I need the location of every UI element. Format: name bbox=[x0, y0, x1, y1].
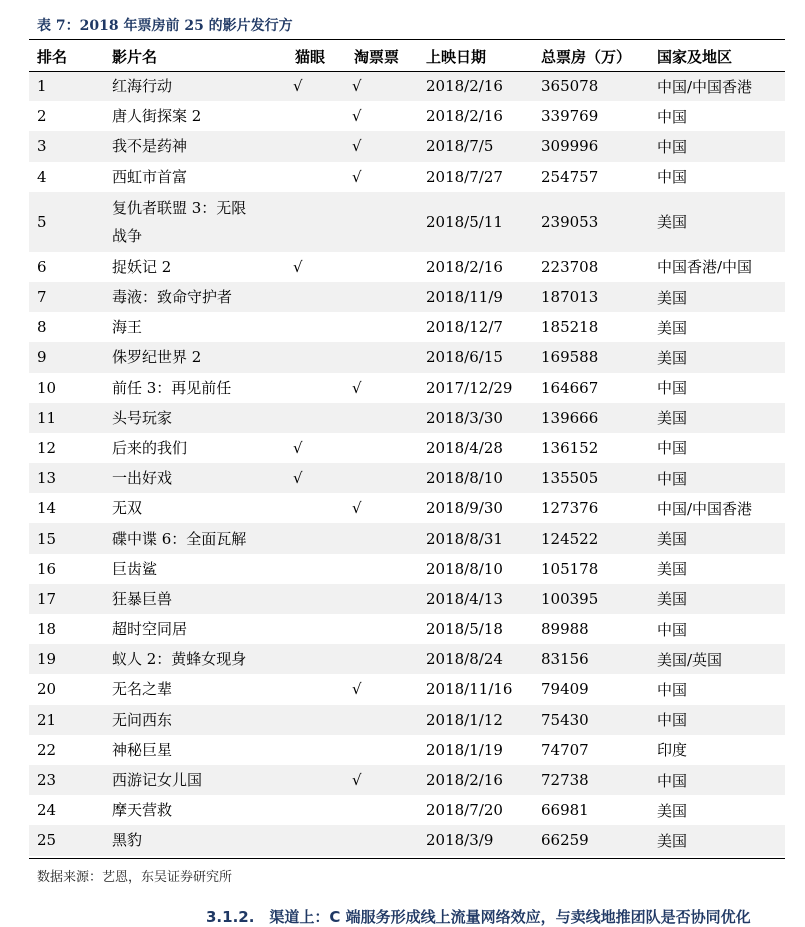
cell-maoyan bbox=[287, 825, 346, 855]
table-bottom-rule bbox=[29, 858, 785, 859]
cell-maoyan bbox=[287, 584, 346, 614]
header-box-office: 总票房（万） bbox=[541, 47, 632, 66]
cell-date: 2018/2/16 bbox=[418, 765, 533, 795]
cell-date: 2018/7/27 bbox=[426, 167, 503, 186]
cell-box-office: 309996 bbox=[533, 131, 649, 161]
cell-taopiao: √ bbox=[346, 71, 418, 101]
table-row bbox=[29, 312, 785, 342]
header-date: 上映日期 bbox=[426, 47, 487, 66]
cell-box-office: 365078 bbox=[533, 71, 649, 101]
cell-box-office: 75430 bbox=[533, 705, 649, 735]
cell-country: 中国 bbox=[649, 463, 785, 493]
cell-country: 美国 bbox=[649, 282, 785, 312]
table-row bbox=[29, 192, 785, 252]
cell-date: 2018/1/12 bbox=[418, 705, 533, 735]
cell-date: 2018/2/16 bbox=[418, 71, 533, 101]
table-header-rule bbox=[29, 71, 785, 72]
cell-taopiao bbox=[346, 342, 418, 372]
cell-country: 中国 bbox=[657, 620, 688, 639]
cell-taopiao bbox=[346, 705, 418, 735]
cell-maoyan bbox=[287, 705, 346, 735]
cell-date: 2018/7/20 bbox=[426, 801, 503, 820]
table-row bbox=[29, 373, 785, 403]
cell-box-office: 105178 bbox=[541, 559, 599, 578]
cell-country: 中国 bbox=[657, 439, 688, 458]
cell-country: 中国 bbox=[657, 379, 688, 398]
cell-date: 2018/1/19 bbox=[426, 740, 503, 759]
cell-rank: 25 bbox=[29, 825, 104, 855]
cell-taopiao: √ bbox=[346, 131, 418, 161]
cell-taopiao bbox=[346, 614, 418, 644]
cell-rank: 22 bbox=[37, 740, 57, 759]
cell-country: 美国 bbox=[657, 560, 688, 579]
cell-taopiao bbox=[346, 795, 418, 825]
cell-box-office: 83156 bbox=[533, 644, 649, 674]
cell-maoyan bbox=[287, 403, 346, 433]
cell-box-office: 136152 bbox=[541, 438, 599, 457]
cell-taopiao bbox=[346, 403, 418, 433]
cell-film: 碟中谍 6：全面瓦解 bbox=[104, 523, 287, 553]
header-taopiao: 淘票票 bbox=[354, 47, 400, 66]
table-top-rule bbox=[29, 39, 785, 40]
cell-rank: 24 bbox=[37, 801, 57, 820]
cell-box-office: 185218 bbox=[541, 318, 599, 337]
cell-date: 2017/12/29 bbox=[426, 378, 513, 397]
cell-box-office: 339769 bbox=[541, 107, 599, 126]
cell-film: 蚁人 2：黄蜂女现身 bbox=[104, 644, 287, 674]
cell-country: 印度 bbox=[657, 741, 688, 760]
cell-taopiao bbox=[346, 523, 418, 553]
cell-rank: 5 bbox=[29, 192, 104, 252]
cell-maoyan bbox=[287, 192, 346, 252]
cell-taopiao bbox=[346, 252, 418, 282]
cell-country: 中国/中国香港 bbox=[649, 71, 785, 101]
cell-rank: 21 bbox=[29, 705, 104, 735]
cell-maoyan bbox=[287, 554, 346, 584]
cell-rank: 15 bbox=[29, 523, 104, 553]
cell-rank: 2 bbox=[37, 107, 47, 126]
table-row bbox=[29, 71, 785, 101]
table-row bbox=[29, 101, 785, 131]
cell-rank: 11 bbox=[29, 403, 104, 433]
cell-maoyan bbox=[287, 342, 346, 372]
table-row bbox=[29, 131, 785, 161]
cell-country: 美国 bbox=[649, 192, 785, 252]
cell-film: 西虹市首富 bbox=[112, 167, 188, 186]
cell-maoyan bbox=[287, 101, 346, 131]
next-section-heading: 3.1.2. 渠道上：C 端服务形成线上流量网络效应，与卖线地推团队是否协同优化 bbox=[206, 908, 751, 926]
cell-taopiao bbox=[346, 463, 418, 493]
cell-taopiao bbox=[346, 644, 418, 674]
cell-date: 2018/2/16 bbox=[426, 107, 503, 126]
cell-date: 2018/8/24 bbox=[418, 644, 533, 674]
cell-box-office: 254757 bbox=[541, 167, 599, 186]
table-caption: 表 7：2018 年票房前 25 的影片发行方 bbox=[37, 18, 293, 34]
cell-country: 中国/中国香港 bbox=[657, 499, 753, 518]
cell-box-office: 139666 bbox=[533, 403, 649, 433]
cell-rank: 20 bbox=[37, 680, 57, 699]
box-office-table bbox=[29, 41, 785, 856]
cell-film: 海王 bbox=[112, 318, 143, 337]
cell-date: 2018/4/28 bbox=[426, 438, 503, 457]
cell-country: 美国 bbox=[657, 318, 688, 337]
cell-film: 捉妖记 2 bbox=[112, 257, 172, 276]
cell-film: 复仇者联盟 3：无限战争 bbox=[104, 192, 287, 252]
cell-country: 中国香港/中国 bbox=[657, 258, 753, 277]
cell-taopiao: √ bbox=[352, 378, 362, 397]
cell-taopiao: √ bbox=[352, 107, 362, 126]
table-row bbox=[29, 765, 785, 795]
cell-taopiao: √ bbox=[346, 765, 418, 795]
cell-box-office: 124522 bbox=[533, 523, 649, 553]
cell-film: 黑豹 bbox=[104, 825, 287, 855]
cell-taopiao: √ bbox=[352, 167, 362, 186]
cell-country: 中国 bbox=[657, 680, 688, 699]
cell-film: 侏罗纪世界 2 bbox=[104, 342, 287, 372]
cell-box-office: 66259 bbox=[533, 825, 649, 855]
table-body bbox=[29, 71, 785, 856]
cell-taopiao bbox=[346, 433, 418, 463]
cell-box-office: 127376 bbox=[541, 499, 599, 518]
table-row bbox=[29, 493, 785, 523]
cell-maoyan bbox=[287, 373, 346, 403]
cell-country: 美国 bbox=[649, 403, 785, 433]
table-row bbox=[29, 705, 785, 735]
cell-box-office: 135505 bbox=[533, 463, 649, 493]
cell-date: 2018/4/13 bbox=[418, 584, 533, 614]
cell-rank: 6 bbox=[37, 257, 47, 276]
cell-country: 美国 bbox=[649, 584, 785, 614]
cell-country: 中国 bbox=[649, 131, 785, 161]
cell-box-office: 223708 bbox=[541, 257, 599, 276]
cell-date: 2018/8/10 bbox=[426, 559, 503, 578]
cell-rank: 18 bbox=[37, 620, 57, 639]
cell-date: 2018/11/9 bbox=[418, 282, 533, 312]
cell-box-office: 66981 bbox=[541, 801, 589, 820]
table-header-row bbox=[29, 41, 785, 71]
table-row bbox=[29, 433, 785, 463]
cell-date: 2018/11/16 bbox=[426, 680, 513, 699]
table-row bbox=[29, 523, 785, 553]
cell-rank: 19 bbox=[29, 644, 104, 674]
table-row bbox=[29, 554, 785, 584]
cell-film: 超时空同居 bbox=[112, 620, 188, 639]
header-maoyan: 猫眼 bbox=[295, 47, 326, 66]
cell-rank: 12 bbox=[37, 438, 57, 457]
table-row bbox=[29, 463, 785, 493]
cell-box-office: 164667 bbox=[541, 378, 599, 397]
cell-taopiao bbox=[346, 554, 418, 584]
cell-film: 前任 3：再见前任 bbox=[112, 378, 232, 397]
table-row bbox=[29, 403, 785, 433]
table-row bbox=[29, 282, 785, 312]
cell-rank: 7 bbox=[29, 282, 104, 312]
cell-box-office: 74707 bbox=[541, 740, 589, 759]
cell-rank: 9 bbox=[29, 342, 104, 372]
cell-country: 美国 bbox=[649, 342, 785, 372]
cell-rank: 23 bbox=[29, 765, 104, 795]
table-row bbox=[29, 614, 785, 644]
cell-maoyan: √ bbox=[287, 463, 346, 493]
cell-film: 头号玩家 bbox=[104, 403, 287, 433]
cell-date: 2018/8/10 bbox=[418, 463, 533, 493]
cell-date: 2018/2/16 bbox=[426, 257, 503, 276]
cell-taopiao: √ bbox=[352, 499, 362, 518]
cell-box-office: 239053 bbox=[533, 192, 649, 252]
source-note: 数据来源：艺恩，东吴证券研究所 bbox=[37, 870, 233, 885]
cell-film: 无双 bbox=[112, 499, 143, 518]
cell-date: 2018/7/5 bbox=[418, 131, 533, 161]
cell-maoyan bbox=[287, 795, 346, 825]
table-row bbox=[29, 795, 785, 825]
cell-film: 神秘巨星 bbox=[112, 740, 173, 759]
table-row bbox=[29, 252, 785, 282]
cell-rank: 10 bbox=[37, 378, 57, 397]
cell-box-office: 169588 bbox=[533, 342, 649, 372]
cell-country: 美国 bbox=[649, 523, 785, 553]
table-row bbox=[29, 644, 785, 674]
table-row bbox=[29, 584, 785, 614]
table-row bbox=[29, 825, 785, 855]
cell-country: 美国 bbox=[649, 825, 785, 855]
cell-film: 巨齿鲨 bbox=[112, 559, 158, 578]
cell-date: 2018/3/30 bbox=[418, 403, 533, 433]
cell-taopiao bbox=[346, 312, 418, 342]
cell-film: 毒液：致命守护者 bbox=[104, 282, 287, 312]
cell-rank: 8 bbox=[37, 318, 47, 337]
header-country: 国家及地区 bbox=[657, 47, 733, 66]
cell-maoyan bbox=[287, 282, 346, 312]
cell-date: 2018/3/9 bbox=[418, 825, 533, 855]
cell-film: 西游记女儿国 bbox=[104, 765, 287, 795]
cell-film: 无名之辈 bbox=[112, 680, 173, 699]
cell-date: 2018/12/7 bbox=[426, 318, 503, 337]
cell-film: 唐人街探案 2 bbox=[112, 107, 202, 126]
cell-maoyan bbox=[287, 735, 346, 765]
header-film: 影片名 bbox=[112, 47, 158, 66]
cell-maoyan bbox=[287, 312, 346, 342]
cell-maoyan: √ bbox=[293, 438, 303, 457]
cell-date: 2018/9/30 bbox=[426, 499, 503, 518]
cell-maoyan bbox=[287, 614, 346, 644]
cell-country: 美国 bbox=[657, 801, 688, 820]
cell-rank: 14 bbox=[37, 499, 57, 518]
cell-country: 中国 bbox=[649, 765, 785, 795]
cell-maoyan bbox=[287, 674, 346, 704]
cell-date: 2018/8/31 bbox=[418, 523, 533, 553]
header-rank: 排名 bbox=[37, 47, 68, 66]
cell-country: 美国/英国 bbox=[649, 644, 785, 674]
cell-rank: 13 bbox=[29, 463, 104, 493]
cell-taopiao bbox=[346, 192, 418, 252]
cell-film: 后来的我们 bbox=[112, 438, 188, 457]
cell-rank: 4 bbox=[37, 167, 47, 186]
table-row bbox=[29, 342, 785, 372]
table-row bbox=[29, 162, 785, 192]
cell-country: 中国 bbox=[657, 107, 688, 126]
cell-maoyan bbox=[287, 765, 346, 795]
cell-date: 2018/6/15 bbox=[418, 342, 533, 372]
cell-maoyan bbox=[287, 523, 346, 553]
cell-maoyan bbox=[287, 162, 346, 192]
cell-country: 中国 bbox=[649, 705, 785, 735]
cell-rank: 3 bbox=[29, 131, 104, 161]
cell-film: 无问西东 bbox=[104, 705, 287, 735]
cell-film: 红海行动 bbox=[104, 71, 287, 101]
cell-film: 一出好戏 bbox=[104, 463, 287, 493]
cell-taopiao bbox=[346, 735, 418, 765]
cell-film: 狂暴巨兽 bbox=[104, 584, 287, 614]
cell-rank: 1 bbox=[29, 71, 104, 101]
table-row bbox=[29, 735, 785, 765]
cell-maoyan bbox=[287, 493, 346, 523]
cell-maoyan: √ bbox=[287, 71, 346, 101]
table-row bbox=[29, 674, 785, 704]
cell-country: 中国 bbox=[657, 168, 688, 187]
cell-rank: 17 bbox=[29, 584, 104, 614]
cell-box-office: 187013 bbox=[533, 282, 649, 312]
cell-taopiao: √ bbox=[352, 680, 362, 699]
cell-box-office: 79409 bbox=[541, 680, 589, 699]
cell-box-office: 100395 bbox=[533, 584, 649, 614]
cell-maoyan: √ bbox=[293, 257, 303, 276]
cell-maoyan bbox=[287, 131, 346, 161]
cell-film: 我不是药神 bbox=[104, 131, 287, 161]
cell-taopiao bbox=[346, 825, 418, 855]
cell-maoyan bbox=[287, 644, 346, 674]
cell-taopiao bbox=[346, 584, 418, 614]
cell-date: 2018/5/11 bbox=[418, 192, 533, 252]
cell-rank: 16 bbox=[37, 559, 57, 578]
cell-film: 摩天营救 bbox=[112, 801, 173, 820]
cell-taopiao bbox=[346, 282, 418, 312]
cell-box-office: 72738 bbox=[533, 765, 649, 795]
cell-box-office: 89988 bbox=[541, 620, 589, 639]
cell-date: 2018/5/18 bbox=[426, 620, 503, 639]
